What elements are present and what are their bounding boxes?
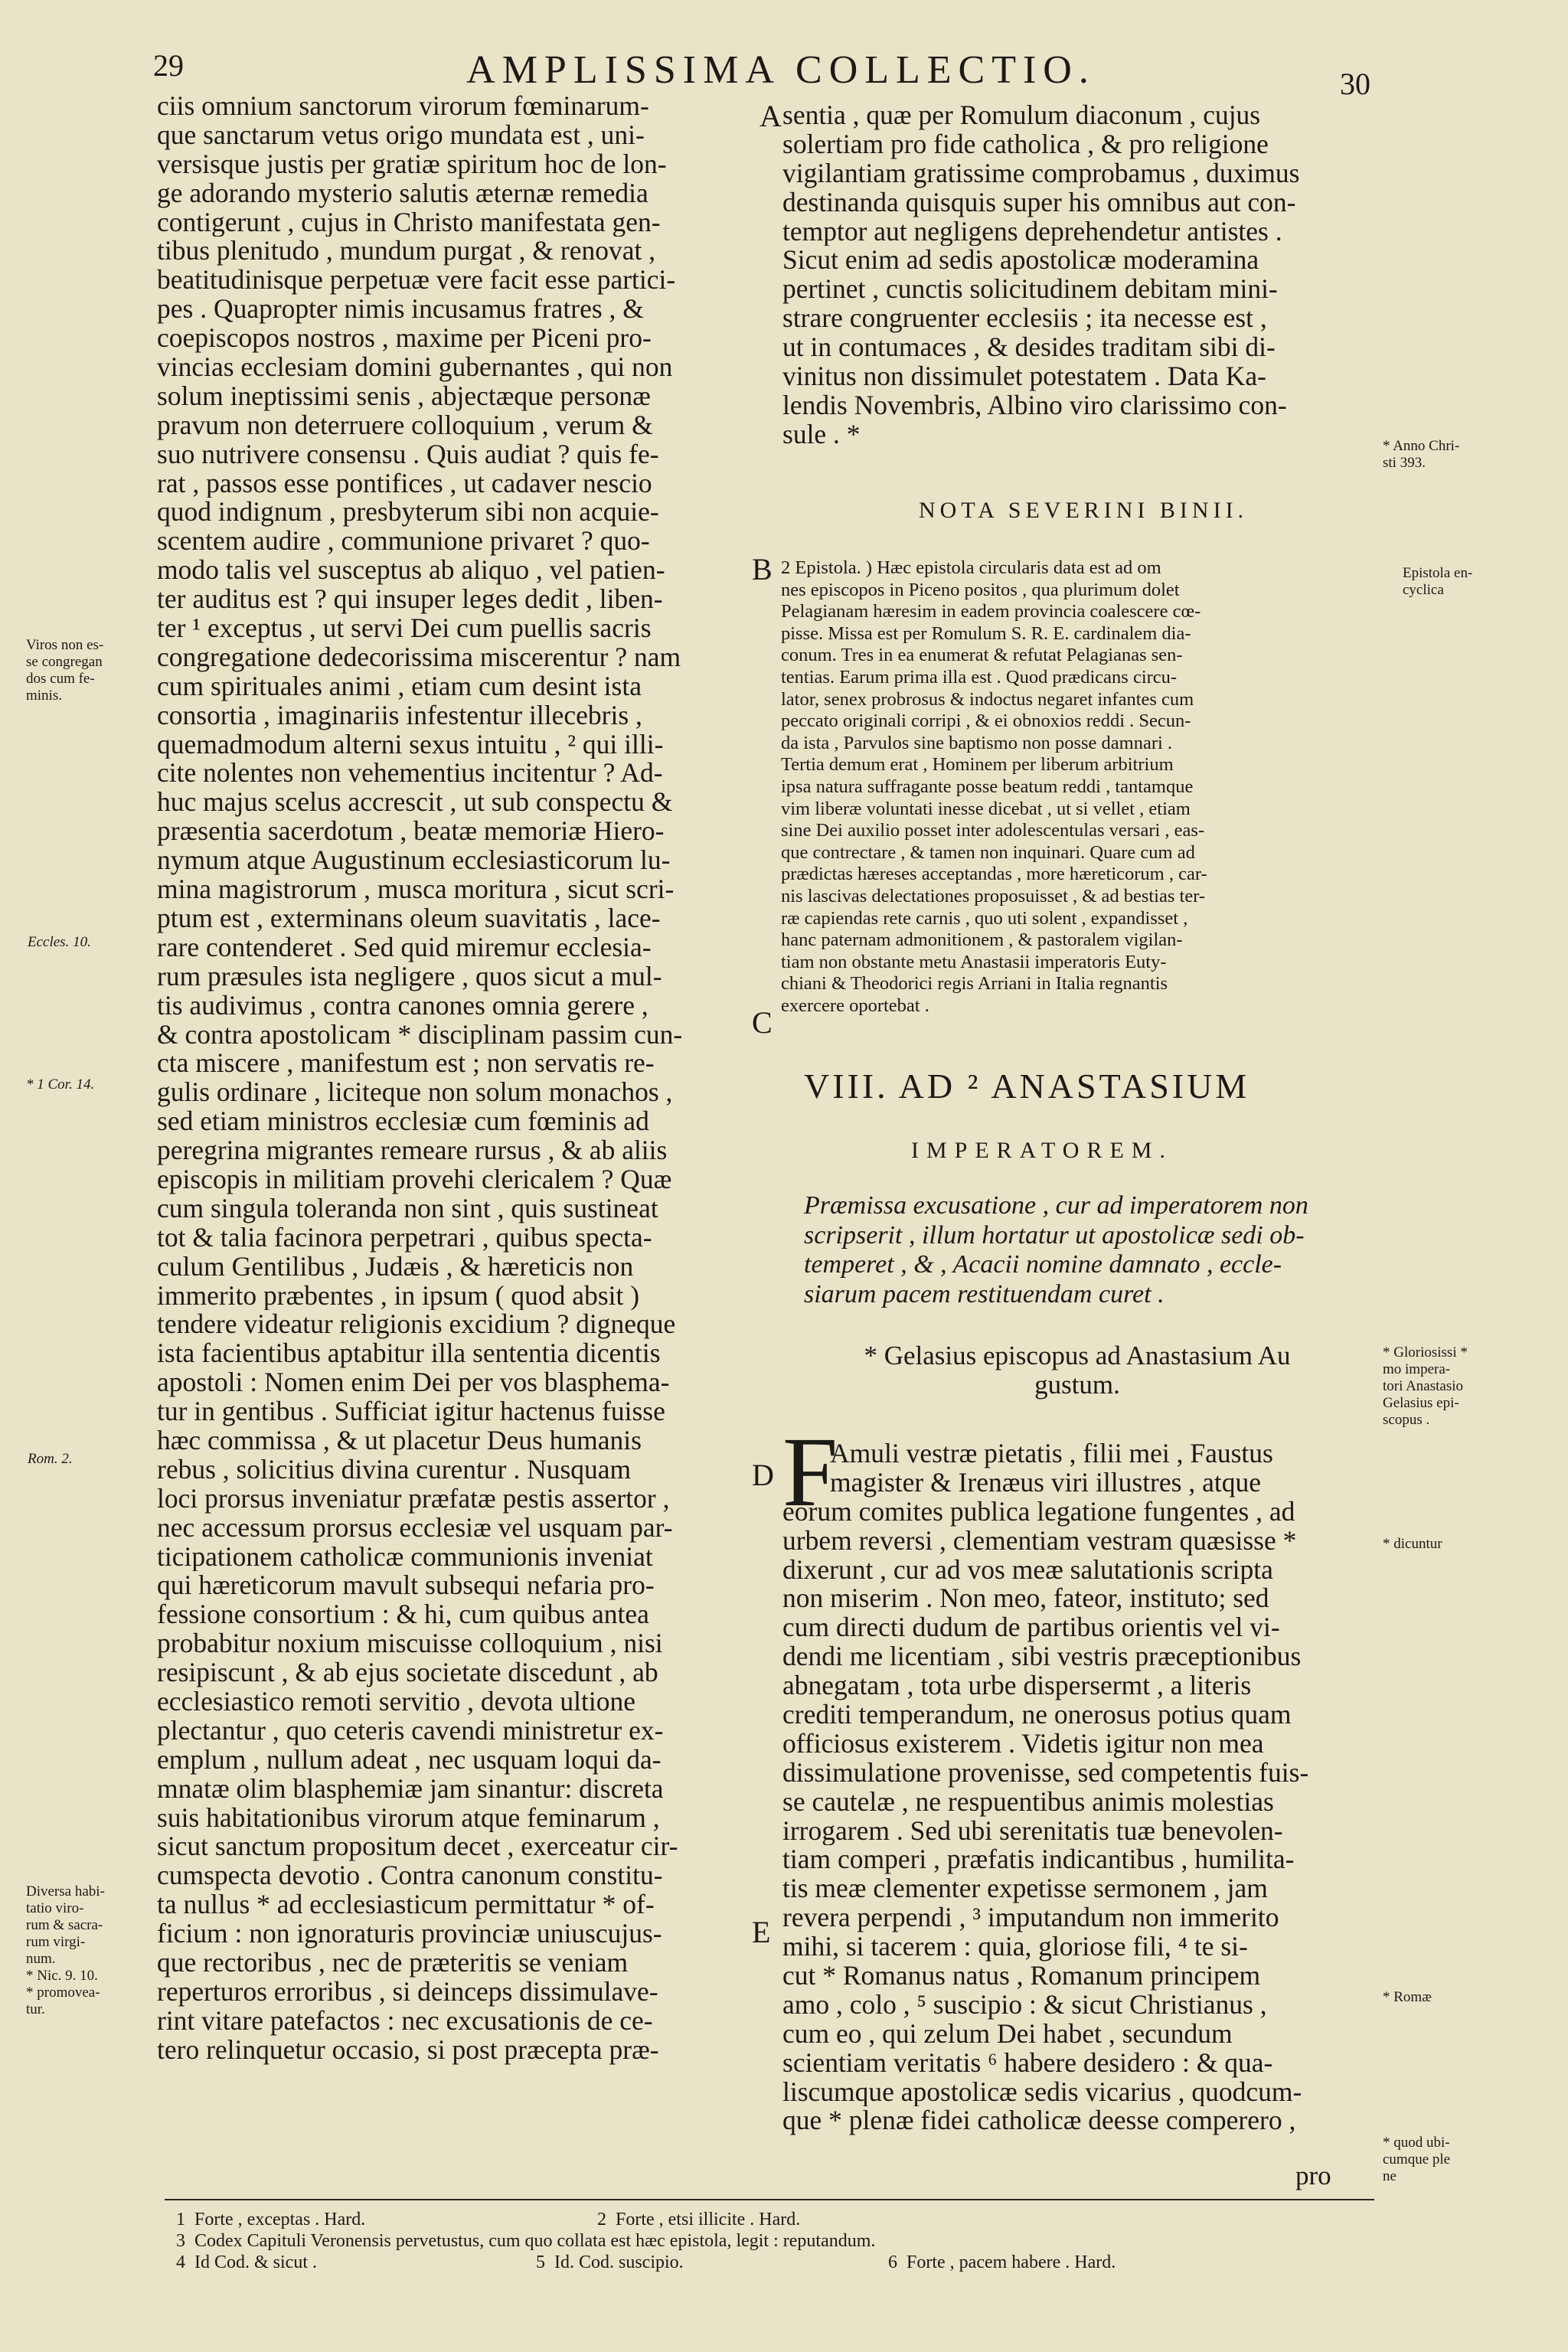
text-line: cum spirituales animi , etiam cum desint ista: [157, 671, 642, 701]
section-marker-d: D: [752, 1458, 774, 1492]
note-line: exercere oportebat .: [781, 995, 929, 1016]
heading-line: gustum.: [1034, 1370, 1120, 1400]
text-line: Amuli vestræ pietatis , filii mei , Faustus: [830, 1439, 1273, 1468]
note-line: hanc paternam admonitionem , & pastoralem vigilan-: [781, 929, 1183, 951]
text-line: gulis ordinare , liciteque non solum monachos ,: [157, 1078, 673, 1108]
margin-note-gloriosissimo: * Gloriosissi * mo impera- tori Anastasio Gelasius epi- scopus .: [1383, 1344, 1468, 1428]
section-argument: [804, 1191, 1386, 1309]
text-line: immerito præbentes , in ipsum ( quod absit ): [157, 1281, 640, 1311]
text-line: modo talis vel susceptus ab aliquo , vel patien-: [157, 556, 665, 586]
note-line: da ista , Parvulos sine baptismo non posse damnari .: [781, 732, 1173, 753]
text-line: contigerunt , cujus in Christo manifestata gen-: [157, 207, 661, 237]
text-line: emplum , nullum adeat , nec usquam loqui da-: [157, 1745, 662, 1775]
text-line: suis habitationibus virorum atque feminarum ,: [157, 1803, 660, 1833]
note-line: prædictas hæreses acceptandas , more hæreticorum , car-: [781, 864, 1207, 885]
text-line: nymum atque Augustinum ecclesiasticorum lu-: [157, 846, 671, 876]
margin-note-romae: * Romæ: [1383, 1989, 1432, 2005]
note-line: sine Dei auxilio posset inter adolescentulas versari , eas-: [781, 820, 1205, 841]
section-marker-b: B: [752, 552, 773, 586]
text-line: dendi me licentiam , sibi vestris præceptionibus: [782, 1642, 1302, 1672]
section-marker-a: A: [760, 99, 782, 133]
text-line: & contra apostolicam * disciplinam passim cun-: [157, 1020, 683, 1050]
text-line: mihi, si tacerem : quia, gloriose fili, ⁴ te si-: [782, 1932, 1248, 1962]
text-line: que rectoribus , nec de præteritis se veniam: [157, 1949, 629, 1978]
text-line: non miserim . Non meo, fateor, instituto; sed: [782, 1584, 1269, 1614]
text-line: ciis omnium sanctorum virorum fœminarum-: [157, 92, 649, 121]
section-subtitle: IMPERATOREM.: [911, 1138, 1173, 1163]
text-line: culum Gentilibus , Judæis , & hæreticis non: [157, 1252, 634, 1282]
text-line: quod indignum , presbyterum sibi non acquie-: [157, 498, 659, 528]
text-line: consortia , imaginariis infestentur illecebris ,: [157, 701, 642, 730]
text-line: abnegatam , tota urbe dispersermt , a literis: [782, 1671, 1252, 1701]
text-line: plectantur , quo ceteris cavendi ministretur ex-: [157, 1716, 664, 1746]
text-line: coepiscopos nostros , maxime per Piceni pro-: [157, 324, 652, 354]
text-line: huc majus scelus accrescit , ut sub conspectu &: [157, 788, 673, 818]
text-line: urbem reversi , clementiam vestram quæsisse *: [782, 1526, 1297, 1556]
catchword: pro: [1295, 2161, 1331, 2190]
text-line: ficium : non ignoraturis provinciæ uniuscujus-: [157, 1919, 662, 1949]
text-line: vigilantiam gratissime comprobamus , duximus: [782, 158, 1300, 188]
text-line: officiosus existerem . Videtis igitur non mea: [782, 1729, 1264, 1759]
text-line: resipiscunt , & ab ejus societate discedunt , ab: [157, 1658, 658, 1687]
note-line: nes episcopos in Piceno positos , qua plurimum dolet: [781, 579, 1180, 600]
text-line: nec accessum prorsus ecclesiæ vel usquam par-: [157, 1513, 673, 1543]
text-line: ter auditus est ? qui insuper leges dedit , liben-: [157, 585, 663, 615]
note-line: Pelagianam hæresim in eadem provincia coalescere cœ-: [781, 601, 1201, 622]
text-line: destinanda quisquis super his omnibus aut con-: [782, 188, 1296, 217]
text-line: solum ineptissimi senis , abjectæque personæ: [157, 381, 651, 411]
text-line: cum eo , qui zelum Dei habet , secundum: [782, 2019, 1233, 2049]
text-line: se cautelæ , ne respuentibus animis molestias: [782, 1787, 1274, 1817]
text-line: sule . *: [782, 420, 861, 449]
text-line: ta nullus * ad ecclesiasticum permittatur * of-: [157, 1890, 655, 1920]
text-line: pravum non deterruere colloquium , verum &: [157, 410, 653, 440]
text-line: liscumque apostolicæ sedis vicarius , quodcum-: [782, 2077, 1302, 2107]
margin-note-viros: Viros non es- se congregan dos cum fe- minis.: [26, 637, 104, 704]
text-line: ecclesiastico remoti servitio , devota ultione: [157, 1687, 635, 1717]
text-line: pertinet , cunctis solicitudinem debitam mini-: [782, 275, 1278, 305]
text-line: apostoli : Nomen enim Dei per vos blasphema-: [157, 1368, 670, 1398]
text-line: fessione consortium : & hi, cum quibus antea: [157, 1600, 649, 1630]
margin-note-rom: Rom. 2.: [28, 1451, 73, 1467]
text-line: ut in contumaces , & desides traditam sibi di-: [782, 333, 1276, 363]
text-line: solertiam pro fide catholica , & pro religione: [782, 129, 1269, 159]
note-line: conum. Tres in ea enumerat & refutat Pelagianas sen-: [781, 645, 1183, 666]
text-line: probabitur noxium miscuisse colloquium , nisi: [157, 1629, 663, 1659]
text-line: scientiam veritatis ⁶ habere desidero : & qua-: [782, 2048, 1273, 2078]
text-line: mnatæ olim blasphemiæ jam sinantur: discreta: [157, 1774, 664, 1804]
margin-note-eccles: Eccles. 10.: [28, 934, 91, 950]
footnote-rule: [165, 2199, 1374, 2200]
note-line: Tertia demum erat , Hominem per liberum arbitrium: [781, 754, 1174, 776]
footnote-6: 6 Forte , pacem habere . Hard.: [888, 2252, 1116, 2272]
text-line: sicut sanctum propositum decet , exerceatur cir-: [157, 1832, 678, 1862]
margin-note-quod: * quod ubi- cumque ple ne: [1383, 2135, 1451, 2184]
text-line: præsentia sacerdotum , beatæ memoriæ Hiero-: [157, 817, 665, 847]
text-line: crediti temperandum, ne onerosus potius quam: [782, 1700, 1292, 1730]
text-line: dissimulatione provenisse, sed competentis fuis-: [782, 1758, 1309, 1788]
drop-cap: F: [782, 1417, 838, 1527]
text-line: loci prorsus inveniatur præfatæ pestis assertor ,: [157, 1484, 670, 1514]
text-line: ticipationem catholicæ communionis inveniat: [157, 1542, 653, 1572]
text-line: ptum est , exterminans oleum suavitatis , lace-: [157, 903, 661, 933]
text-line: strare congruenter ecclesiis ; ita necesse est ,: [782, 304, 1267, 334]
section-marker-c: C: [752, 1005, 773, 1040]
text-line: sed etiam ministros ecclesiæ cum fœminis ad: [157, 1107, 649, 1137]
page-number-right: 30: [1340, 67, 1370, 101]
text-line: vincias ecclesiam domini gubernantes , qui non: [157, 353, 673, 382]
argument-line: siarum pacem restituendam curet .: [804, 1279, 1165, 1308]
text-line: amo , colo , ⁵ suscipio : & sicut Christianus ,: [782, 1990, 1267, 2020]
argument-line: Præmissa excusatione , cur ad imperatorem non: [804, 1191, 1308, 1220]
note-line: tentias. Earum prima illa est . Quod prædicans circu-: [781, 666, 1178, 688]
text-line: tur in gentibus . Sufficiat igitur hactenus fuisse: [157, 1397, 665, 1426]
text-line: dixerunt , cur ad vos meæ salutationis scripta: [782, 1555, 1273, 1585]
nota-heading: NOTA SEVERINI BINII.: [919, 498, 1249, 523]
text-line: ter ¹ exceptus , ut servi Dei cum puellis sacris: [157, 614, 652, 643]
text-line: rum præsules ista negligere , quos sicut a mul-: [157, 962, 662, 991]
text-line: cta miscere , manifestum est ; non servatis re-: [157, 1049, 655, 1079]
text-line: tendere videatur religionis excidium ? digneque: [157, 1310, 676, 1340]
footnote-2: 2 Forte , etsi illicite . Hard.: [597, 2210, 801, 2230]
text-line: rebus , solicitius divina curentur . Nusquam: [157, 1455, 632, 1485]
text-line: cumspecta devotio . Contra canonum constitu-: [157, 1861, 663, 1891]
text-line: que * plenæ fidei catholicæ deesse comperero ,: [782, 2106, 1296, 2136]
note-line: nis lascivas delectationes proposuisset , & ad bestias ter-: [781, 885, 1206, 906]
nota-text: [781, 557, 1363, 1017]
text-line: ge adorando mysterio salutis æternæ remedia: [157, 178, 648, 208]
page-number-left: 29: [153, 48, 184, 83]
text-line: irrogarem . Sed ubi serenitatis tuæ benevolen-: [782, 1816, 1283, 1846]
text-line: episcopis in militiam provehi clericalem ? Quæ: [157, 1165, 672, 1194]
note-line: ræ capiendas rete carnis , quo uti solent , expandisset ,: [781, 907, 1188, 929]
margin-note-anno: * Anno Chri- sti 393.: [1383, 438, 1460, 471]
text-line: congregatione dedecorissima miscerentur ? nam: [157, 642, 681, 672]
text-line: versisque justis per gratiæ spiritum hoc de lon-: [157, 149, 667, 179]
text-line: cite nolentes non vehementius incitentur ? Ad-: [157, 759, 663, 789]
left-column: [157, 92, 754, 2065]
text-line: vinitus non dissimulet potestatem . Data Ka-: [782, 362, 1266, 391]
section-marker-e: E: [752, 1915, 771, 1949]
text-line: reperturos erroribus , si deinceps dissimulave-: [157, 1977, 658, 2007]
text-line: revera perpendi , ³ imputandum non immerito: [782, 1903, 1279, 1933]
margin-note-dicuntur: * dicuntur: [1383, 1536, 1442, 1552]
note-line: peccato originali corripi , & ei obnoxios reddi . Secun-: [781, 710, 1191, 732]
section-title: VIII. AD ² ANASTASIUM: [804, 1067, 1250, 1106]
right-column-top: [782, 101, 1372, 449]
text-line: magister & Irenæus viri illustres , atque: [830, 1468, 1261, 1498]
footnote-1: 1 Forte , exceptas . Hard.: [176, 2210, 366, 2230]
margin-note-diversa: Diversa habi- tatio viro- rum & sacra- rum virgi- num. * Nic. 9. 10. * promovea- tur.: [26, 1883, 105, 2017]
text-line: qui hæreticorum mavult subsequi nefaria pro-: [157, 1571, 655, 1601]
text-line: peregrina migrantes remeare rursus , & ab aliis: [157, 1136, 668, 1165]
footnote-3: 3 Codex Capituli Veronensis pervetustus, cum quo collata est hæc epistola, legit : reputandum.: [176, 2231, 876, 2251]
letter-heading: [782, 1341, 1372, 1400]
text-line: hæc commissa , & ut placetur Deus humanis: [157, 1426, 642, 1455]
text-line: tis meæ clementer expetisse sermonem , jam: [782, 1874, 1268, 1904]
text-line: beatitudinisque perpetuæ vere facit esse partici-: [157, 266, 676, 296]
heading-line: * Gelasius episcopus ad Anastasium Au: [864, 1341, 1291, 1370]
text-line: cum singula toleranda non sint , quis sustineat: [157, 1194, 658, 1223]
text-line: rare contenderet . Sed quid miremur ecclesia-: [157, 933, 652, 962]
text-line: lendis Novembris, Albino viro clarissimo con-: [782, 390, 1287, 420]
text-line: suo nutrivere consensu . Quis audiat ? quis fe-: [157, 439, 659, 469]
text-line: pes . Quapropter nimis incusamus fratres , &: [157, 295, 644, 325]
text-line: mina magistrorum , musca moritura , sicut scri-: [157, 875, 675, 904]
note-line: que contrectare , & tamen non inquinari. Quare cum ad: [781, 841, 1195, 863]
text-line: tis audivimus , contra canones omnia gerere ,: [157, 991, 648, 1021]
note-line: lator, senex probrosus & indoctus negaret infantes cum: [781, 688, 1194, 710]
text-line: quemadmodum alterni sexus intuitu , ² qui illi-: [157, 730, 664, 760]
text-line: rat , passos esse pontifices , ut cadaver nescio: [157, 469, 652, 498]
argument-line: temperet , & , Acacii nomine damnato , eccle-: [804, 1250, 1282, 1279]
footnote-5: 5 Id. Cod. suscipio.: [536, 2252, 684, 2272]
text-line: tibus plenitudo , mundum purgat , & renovat ,: [157, 237, 656, 266]
letter-body: [782, 1439, 1372, 2135]
note-line: vim liberæ voluntati inesse dicebat , ut si vellet , etiam: [781, 798, 1191, 819]
text-line: temptor aut negligens deprehendetur antistes .: [782, 217, 1282, 247]
note-line: 2 Epistola. ) Hæc epistola circularis data est ad om: [781, 557, 1161, 578]
note-line: pisse. Missa est per Romulum S. R. E. cardinalem dia-: [781, 622, 1191, 644]
text-line: tiam comperi , præfatis indicantibus , humilita-: [782, 1845, 1295, 1875]
text-line: scentem audire , communione privaret ? quo-: [157, 527, 650, 557]
text-line: tero relinquetur occasio, si post præcepta præ-: [157, 2035, 659, 2065]
text-line: cut * Romanus natus , Romanum principem: [782, 1962, 1261, 1991]
note-line: ipsa natura suffragante posse beatum reddi , tantamque: [781, 776, 1194, 797]
running-title: AMPLISSIMA COLLECTIO.: [466, 48, 1096, 92]
footnote-4: 4 Id Cod. & sicut .: [176, 2252, 317, 2272]
text-line: que sanctarum vetus origo mundata est , uni-: [157, 120, 645, 150]
text-line: ista facientibus aptabitur illa sententia dicentis: [157, 1339, 661, 1369]
text-line: eorum comites publica legatione fungentes , ad: [782, 1497, 1295, 1527]
note-line: tiam non obstante metu Anastasii imperatoris Euty-: [781, 951, 1167, 972]
text-line: cum directi dudum de partibus orientis vel vi-: [782, 1613, 1280, 1643]
note-line: chiani & Theodorici regis Arriani in Italia regnantis: [781, 973, 1168, 995]
text-line: tot & talia facinora perpetrari , quibus specta-: [157, 1223, 652, 1253]
margin-note-encyclica: Epistola en- cyclica: [1403, 565, 1473, 598]
margin-note-cor: * 1 Cor. 14.: [26, 1076, 95, 1093]
text-line: Sicut enim ad sedis apostolicæ moderamina: [782, 246, 1259, 276]
argument-line: scripserit , illum hortatur ut apostolicæ sedi ob-: [804, 1220, 1305, 1250]
text-line: sentia , quæ per Romulum diaconum , cujus: [782, 101, 1261, 130]
text-line: rint vitare patefactos : nec excusationis de ce-: [157, 2006, 653, 2036]
